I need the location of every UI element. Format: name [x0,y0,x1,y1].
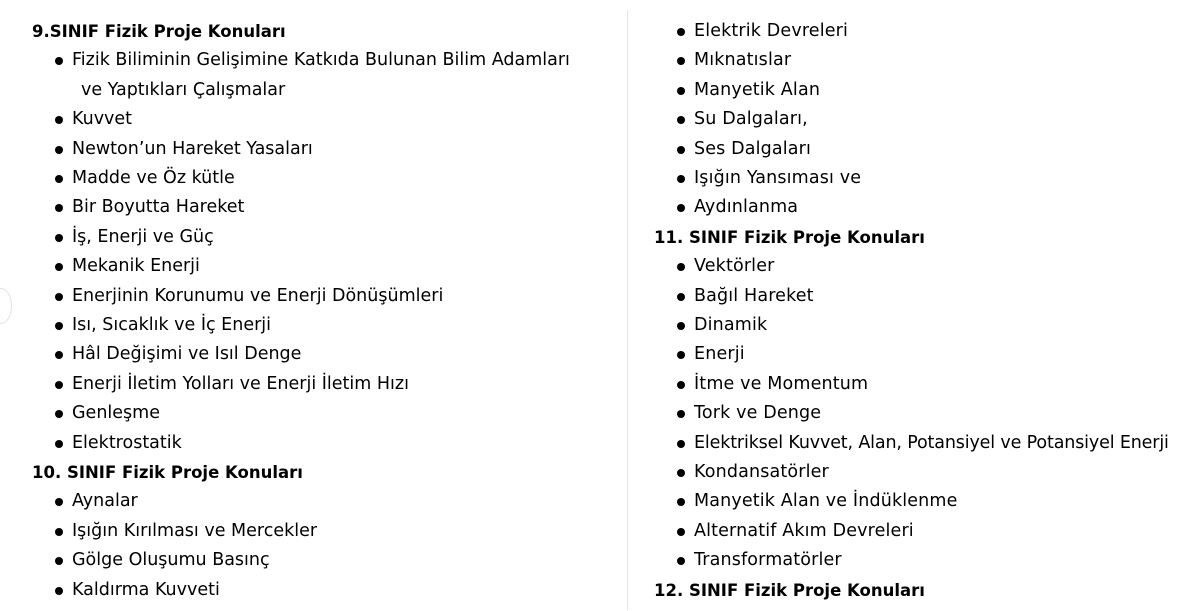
list-item [32,252,620,281]
left-column [32,17,620,605]
list-item-text: Su Dalgaları, [694,109,808,130]
bullet-icon [55,175,63,183]
list-item-text: Isı, Sıcaklık ve İç Enerji [72,315,272,336]
list-item [654,282,1200,311]
list-item-text: Elektrostatik [72,432,182,453]
list-item [32,487,620,516]
list-item-text: Vektörler [694,256,775,277]
list-item [32,399,620,428]
bullet-icon [677,146,685,154]
section-heading-grade-11: 11. SINIF Fizik Proje Konuları [654,227,925,247]
list-item-text: Alternatif Akım Devreleri [694,520,914,541]
list-item [32,46,620,105]
list-item [32,135,620,164]
list-item [654,517,1200,546]
list-item-text: Gölge Oluşumu Basınç [72,550,270,571]
bullet-icon [677,469,685,477]
bullet-icon [677,28,685,36]
list-item [32,164,620,193]
list-item-text: Enerjinin Korunumu ve Enerji Dönüşümleri [72,285,444,306]
list-item-text: İş, Enerji ve Güç [72,226,214,247]
list-item [654,487,1200,516]
list-item-text: Dinamik [694,315,768,336]
list-item [654,370,1200,399]
bullet-icon [55,557,63,565]
bullet-icon [677,57,685,65]
list-item-text: Aynalar [72,491,138,512]
list-item-text: Elektrik Devreleri [694,21,848,41]
bullet-icon [55,587,63,595]
list-item [654,17,1200,46]
list-item-text: Ses Dalgaları [694,138,812,159]
list-item [654,546,1200,575]
list-item-text: Elektriksel Kuvvet, Alan, Potansiyel ve Potansiyel Enerji [694,432,1169,453]
bullet-icon [55,263,63,271]
bullet-icon [677,498,685,506]
column-divider [627,10,628,610]
bullet-icon [55,381,63,389]
bullet-icon [677,440,685,448]
list-item-text: Mıknatıslar [694,50,792,71]
list-item-text: Aydınlanma [694,197,799,218]
list-item-text: Enerji [694,344,745,365]
list-item-text: Kaldırma Kuvveti [72,579,220,600]
list-item-text: Enerji İletim Yolları ve Enerji İletim Hızı [72,373,409,394]
section-heading-grade-12: 12. SINIF Fizik Proje Konuları [654,580,925,600]
bullet-icon [677,87,685,95]
bullet-icon [677,175,685,183]
list-item [32,340,620,369]
list-item-text-continued: ve Yaptıkları Çalışmalar [81,79,286,100]
list-item-text: Bağıl Hareket [694,285,814,306]
list-item-text: Genleşme [72,403,160,424]
list-item-text: Fizik Biliminin Gelişimine Katkıda Bulunan Bilim Adamları [72,50,570,71]
list-item [654,135,1200,164]
list-item [654,105,1200,134]
list-item [32,429,620,458]
list-item [654,76,1200,105]
list-item-text: Manyetik Alan [694,79,821,100]
bullet-icon [677,263,685,271]
list-item [32,546,620,575]
bullet-icon [677,204,685,212]
section-heading-grade-9: 9.SINIF Fizik Proje Konuları [32,22,286,41]
section-heading-grade-10: 10. SINIF Fizik Proje Konuları [32,463,303,483]
bullet-icon [677,557,685,565]
list-item-text: Madde ve Öz kütle [72,168,235,189]
bullet-icon [55,410,63,418]
list-item [654,429,1200,458]
bullet-icon [55,440,63,448]
bullet-icon [55,293,63,301]
list-item [654,252,1200,281]
list-item-text: Mekanik Enerji [72,256,200,277]
list-item [32,517,620,546]
list-item-text: Transformatörler [694,550,842,571]
bullet-icon [677,410,685,418]
list-item-text: Kuvvet [72,109,133,130]
bullet-icon [677,381,685,389]
list-item-text: Hâl Değişimi ve Isıl Denge [72,344,302,365]
bullet-icon [55,146,63,154]
list-item [654,458,1200,487]
list-item-text: Işığın Kırılması ve Mercekler [72,520,318,541]
bullet-icon [677,293,685,301]
bullet-icon [677,322,685,330]
bullet-icon [55,57,63,65]
bullet-icon [55,528,63,536]
list-item [32,105,620,134]
bullet-icon [55,234,63,242]
list-item-text: Newton’un Hareket Yasaları [72,138,313,159]
bullet-icon [677,116,685,124]
bullet-icon [55,116,63,124]
list-item-text: Kondansatörler [694,462,829,483]
list-item [654,193,1200,222]
list-item [32,193,620,222]
list-item [654,311,1200,340]
bullet-icon [55,498,63,506]
bullet-icon [677,528,685,536]
list-item [654,46,1200,75]
list-item-text: Bir Boyutta Hareket [72,197,245,218]
list-item-text: Işığın Yansıması ve [694,168,862,189]
list-item [32,311,620,340]
list-item-text: Tork ve Denge [694,403,822,424]
page-edge-circle [0,288,12,324]
bullet-icon [55,322,63,330]
list-item [654,164,1200,193]
list-item [32,370,620,399]
right-column [654,17,1200,605]
list-item [654,340,1200,369]
list-item [32,576,620,605]
bullet-icon [55,204,63,212]
list-item [32,282,620,311]
list-item-text: Manyetik Alan ve İndüklenme [694,491,958,512]
bullet-icon [55,351,63,359]
list-item [654,399,1200,428]
list-item [32,223,620,252]
bullet-icon [677,351,685,359]
list-item-text: İtme ve Momentum [694,373,869,394]
